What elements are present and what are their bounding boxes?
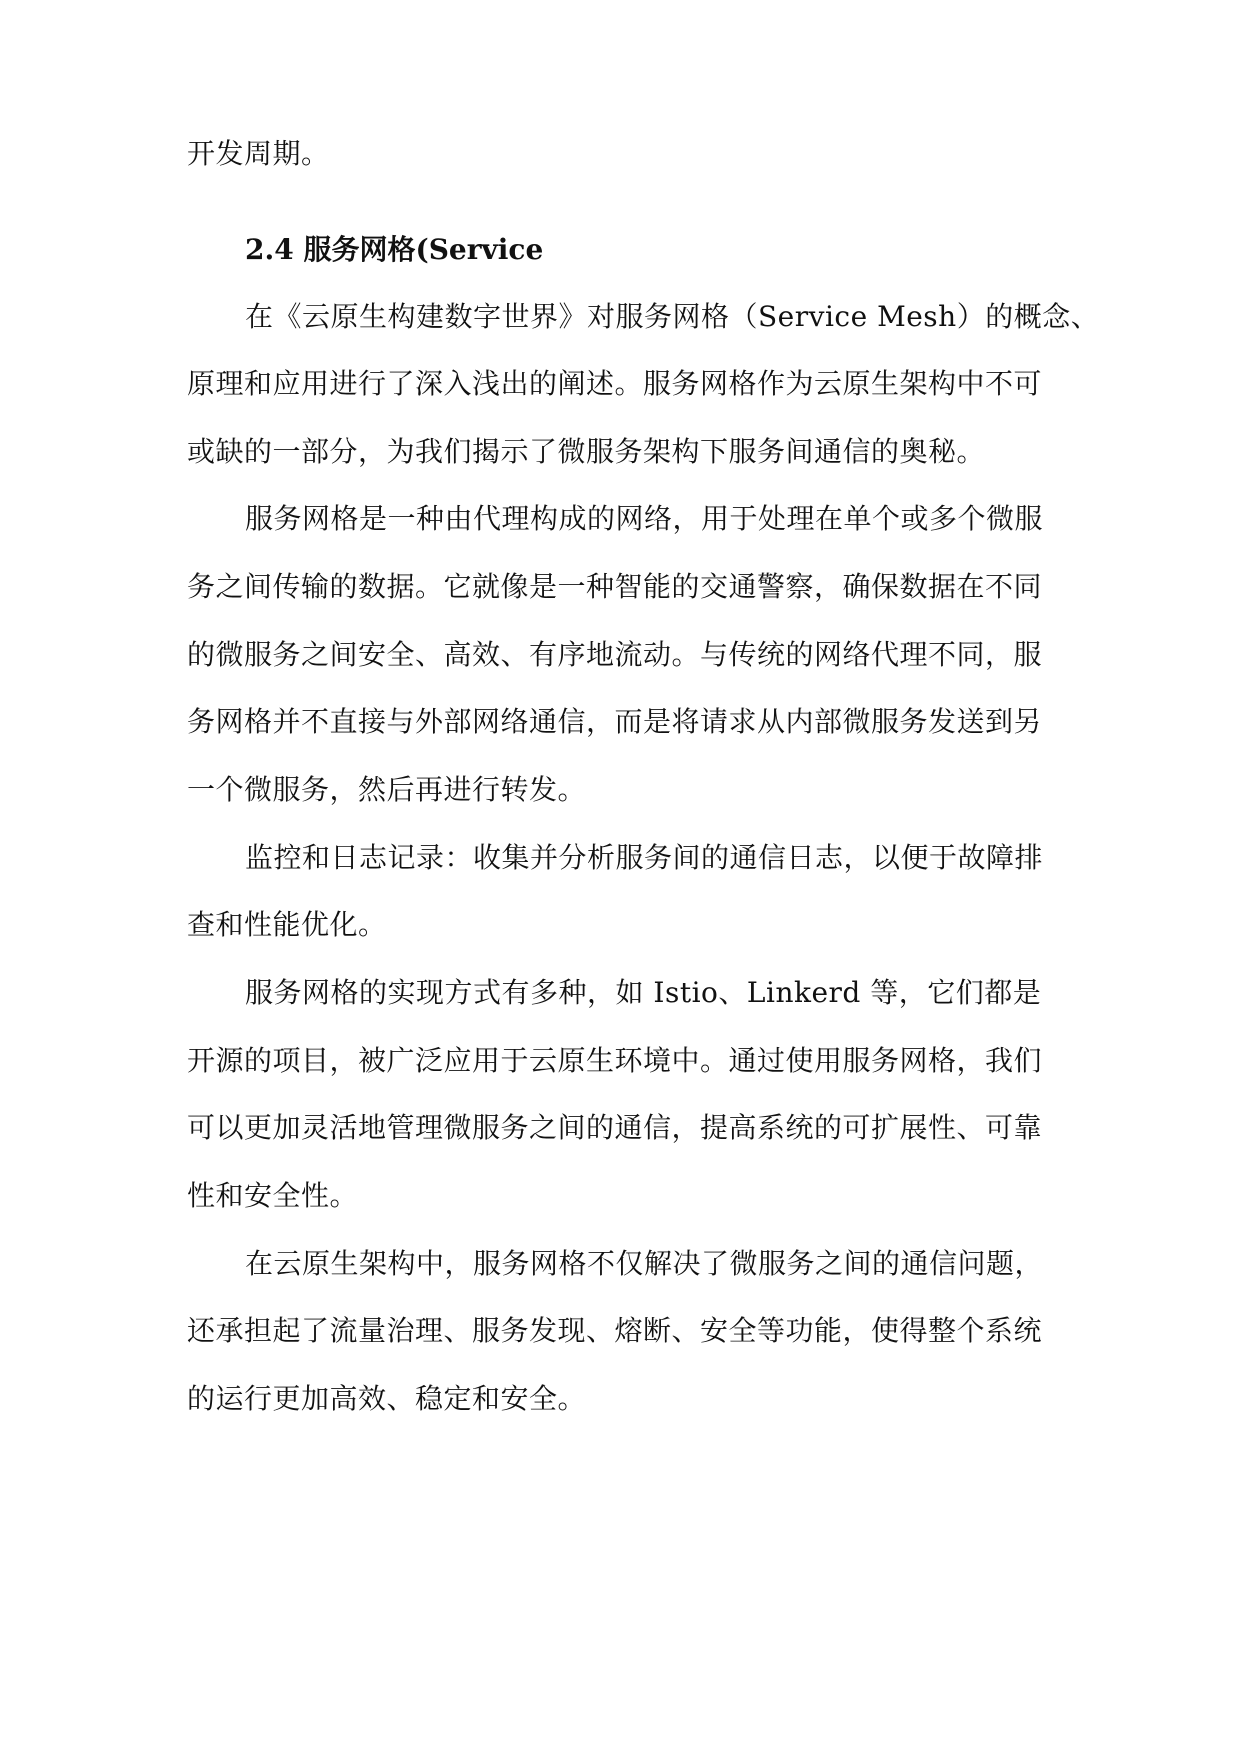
paragraph-line: 性和安全性。 bbox=[187, 1179, 359, 1212]
text-line: 开发周期。 bbox=[187, 137, 330, 170]
paragraph-line: 监控和日志记录：收集并分析服务间的通信日志，以便于故障排 bbox=[245, 841, 1044, 874]
paragraph-line: 一个微服务，然后再进行转发。 bbox=[187, 773, 587, 806]
paragraph-line: 或缺的一部分，为我们揭示了微服务架构下服务间通信的奥秘。 bbox=[187, 435, 986, 468]
paragraph-line: 务之间传输的数据。它就像是一种智能的交通警察，确保数据在不同 bbox=[187, 570, 1043, 603]
paragraph-line: 服务网格的实现方式有多种，如 Istio、Linkerd 等，它们都是 bbox=[245, 976, 1042, 1009]
paragraph-line: 的运行更加高效、稳定和安全。 bbox=[187, 1382, 587, 1415]
paragraph-line: 可以更加灵活地管理微服务之间的通信，提高系统的可扩展性、可靠 bbox=[187, 1111, 1043, 1144]
paragraph-line: 开源的项目，被广泛应用于云原生环境中。通过使用服务网格，我们 bbox=[187, 1044, 1043, 1077]
paragraph-line: 在《云原生构建数字世界》对服务网格（Service Mesh）的概念、 bbox=[245, 300, 1100, 333]
paragraph-line: 服务网格是一种由代理构成的网络，用于处理在单个或多个微服 bbox=[245, 502, 1044, 535]
paragraph-line: 查和性能优化。 bbox=[187, 908, 387, 941]
paragraph-line: 务网格并不直接与外部网络通信，而是将请求从内部微服务发送到另 bbox=[187, 705, 1043, 738]
paragraph-line: 原理和应用进行了深入浅出的阐述。服务网格作为云原生架构中不可 bbox=[187, 367, 1043, 400]
paragraph-line: 还承担起了流量治理、服务发现、熔断、安全等功能，使得整个系统 bbox=[187, 1314, 1043, 1347]
section-heading: 2.4 服务网格(Service bbox=[245, 233, 544, 266]
paragraph-line: 的微服务之间安全、高效、有序地流动。与传统的网络代理不同，服 bbox=[187, 638, 1043, 671]
paragraph-line: 在云原生架构中，服务网格不仅解决了微服务之间的通信问题， bbox=[245, 1247, 1044, 1280]
